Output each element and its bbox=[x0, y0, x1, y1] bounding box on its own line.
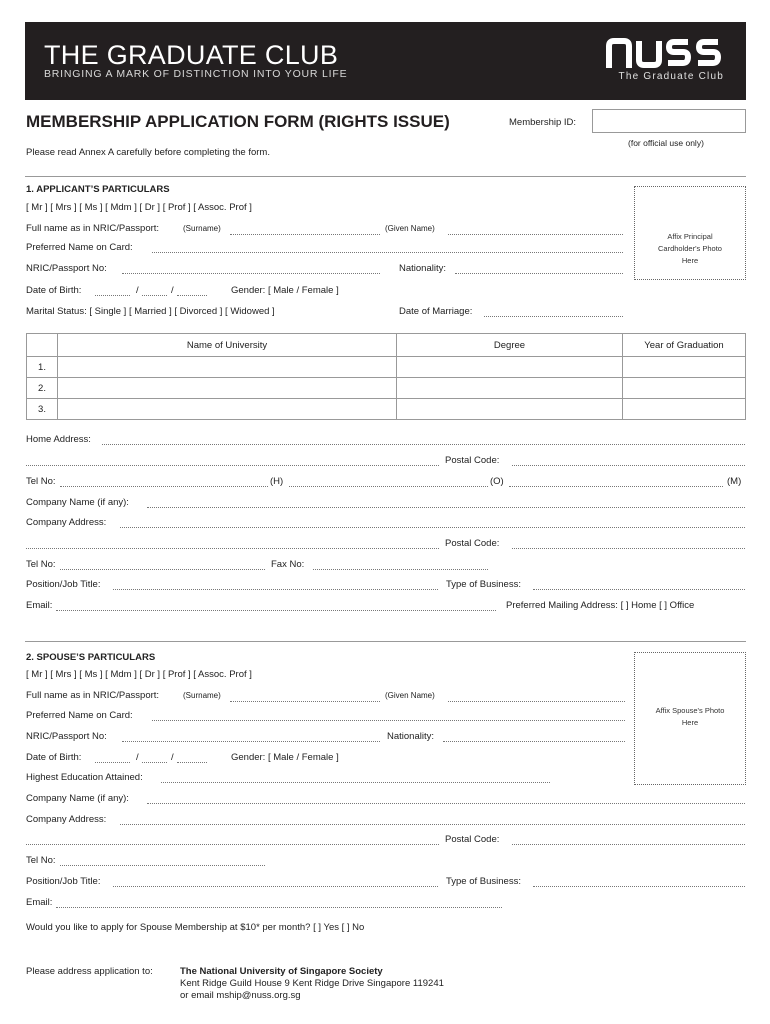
spouse-givenname-label: (Given Name) bbox=[385, 691, 435, 700]
applicant-preferred-label: Preferred Name on Card: bbox=[26, 242, 133, 253]
spouse-surname-label: (Surname) bbox=[183, 691, 221, 700]
applicant-nationality-field[interactable] bbox=[455, 264, 623, 274]
home-address-field-2[interactable] bbox=[26, 456, 439, 466]
dob-separator: / bbox=[171, 752, 174, 763]
spouse-nric-label: NRIC/Passport No: bbox=[26, 731, 107, 742]
tel-o-label: (O) bbox=[490, 476, 504, 487]
spouse-company-address-label: Company Address: bbox=[26, 814, 107, 825]
year-cell[interactable] bbox=[623, 378, 746, 399]
fax-field[interactable] bbox=[313, 560, 488, 570]
spouse-heading: 2. SPOUSE’S PARTICULARS bbox=[26, 652, 156, 663]
table-header-cell bbox=[27, 334, 58, 357]
home-address-field[interactable] bbox=[102, 435, 745, 445]
applicant-nric-label: NRIC/Passport No: bbox=[26, 263, 107, 274]
dob-separator: / bbox=[136, 752, 139, 763]
spouse-nationality-field[interactable] bbox=[443, 732, 625, 742]
fax-label: Fax No: bbox=[271, 559, 305, 570]
company-postal-label: Postal Code: bbox=[445, 538, 500, 549]
year-cell[interactable] bbox=[623, 357, 746, 378]
email-label: Email: bbox=[26, 600, 53, 611]
mailing-address-options[interactable]: Preferred Mailing Address: [ ] Home [ ] Office bbox=[506, 600, 695, 611]
applicant-gender[interactable]: Gender: [ Male / Female ] bbox=[231, 285, 339, 296]
table-row bbox=[27, 378, 746, 399]
spouse-salutations[interactable]: [ Mr ] [ Mrs ] [ Ms ] [ Mdm ] [ Dr ] [ Prof ] [ Assoc. Prof ] bbox=[26, 669, 252, 680]
spouse-company-name-label: Company Name (if any): bbox=[26, 793, 129, 804]
tel-label: Tel No: bbox=[26, 476, 56, 487]
business-type-field[interactable] bbox=[533, 580, 745, 590]
applicant-givenname-label: (Given Name) bbox=[385, 224, 435, 233]
spouse-education-field[interactable] bbox=[161, 773, 550, 783]
position-label: Position/Job Title: bbox=[26, 579, 101, 590]
row-number: 1. bbox=[27, 357, 58, 378]
nuss-logo bbox=[604, 36, 724, 68]
degree-cell[interactable] bbox=[397, 399, 623, 420]
spouse-dob-label: Date of Birth: bbox=[26, 752, 82, 763]
company-name-field[interactable] bbox=[147, 498, 745, 508]
row-number: 2. bbox=[27, 378, 58, 399]
tel-office-field[interactable] bbox=[289, 477, 488, 487]
applicant-photo-box[interactable] bbox=[634, 186, 746, 280]
university-cell[interactable] bbox=[58, 399, 397, 420]
spouse-dob-month[interactable] bbox=[142, 753, 167, 763]
spouse-postal-field[interactable] bbox=[512, 835, 745, 845]
spouse-company-address-field-2[interactable] bbox=[26, 835, 439, 845]
applicant-surname-field[interactable] bbox=[230, 225, 380, 235]
applicant-dob-day[interactable] bbox=[95, 286, 130, 296]
applicant-surname-label: (Surname) bbox=[183, 224, 221, 233]
section-divider bbox=[25, 176, 746, 177]
home-postal-label: Postal Code: bbox=[445, 455, 500, 466]
table-header-degree: Degree bbox=[397, 334, 623, 357]
spouse-photo-text: Affix Spouse's Photo Here bbox=[655, 706, 725, 727]
spouse-education-label: Highest Education Attained: bbox=[26, 772, 143, 783]
spouse-membership-question[interactable]: Would you like to apply for Spouse Membership at $10* per month? [ ] Yes [ ] No bbox=[26, 922, 365, 933]
dob-separator: / bbox=[136, 285, 139, 296]
form-title: MEMBERSHIP APPLICATION FORM (RIGHTS ISSUE) bbox=[26, 112, 450, 131]
email-field[interactable] bbox=[56, 601, 496, 611]
spouse-fullname-label: Full name as in NRIC/Passport: bbox=[26, 690, 160, 701]
spouse-email-label: Email: bbox=[26, 897, 53, 908]
company-address-label: Company Address: bbox=[26, 517, 107, 528]
applicant-dob-year[interactable] bbox=[177, 286, 207, 296]
tel-mobile-field[interactable] bbox=[509, 477, 723, 487]
table-row bbox=[27, 357, 746, 378]
company-tel-field[interactable] bbox=[60, 560, 265, 570]
spouse-dob-day[interactable] bbox=[95, 753, 130, 763]
spouse-dob-year[interactable] bbox=[177, 753, 207, 763]
org-address: Kent Ridge Guild House 9 Kent Ridge Drive Singapore 119241 bbox=[180, 978, 444, 989]
degree-cell[interactable] bbox=[397, 378, 623, 399]
official-use-note: (for official use only) bbox=[628, 138, 704, 148]
spouse-tel-label: Tel No: bbox=[26, 855, 56, 866]
university-cell[interactable] bbox=[58, 357, 397, 378]
tel-m-label: (M) bbox=[727, 476, 742, 487]
applicant-marital-status[interactable]: Marital Status: [ Single ] [ Married ] [ Divorced ] [ Widowed ] bbox=[26, 306, 275, 317]
spouse-business-type-field[interactable] bbox=[533, 877, 745, 887]
spouse-givenname-field[interactable] bbox=[448, 692, 625, 702]
membership-id-field[interactable] bbox=[592, 109, 746, 133]
home-address-label: Home Address: bbox=[26, 434, 91, 445]
header-banner bbox=[25, 22, 746, 100]
spouse-gender[interactable]: Gender: [ Male / Female ] bbox=[231, 752, 339, 763]
applicant-nric-field[interactable] bbox=[122, 264, 380, 274]
applicant-marriage-date-field[interactable] bbox=[484, 307, 623, 317]
spouse-preferred-label: Preferred Name on Card: bbox=[26, 710, 133, 721]
spouse-company-name-field[interactable] bbox=[147, 794, 745, 804]
table-row bbox=[27, 399, 746, 420]
dob-separator: / bbox=[171, 285, 174, 296]
applicant-heading: 1. APPLICANT’S PARTICULARS bbox=[26, 184, 170, 195]
spouse-postal-label: Postal Code: bbox=[445, 834, 500, 845]
logo-subtitle: The Graduate Club bbox=[618, 71, 724, 82]
org-email[interactable]: or email mship@nuss.org.sg bbox=[180, 990, 301, 1001]
applicant-givenname-field[interactable] bbox=[448, 225, 623, 235]
tel-h-label: (H) bbox=[270, 476, 284, 487]
company-address-field[interactable] bbox=[120, 518, 745, 528]
spouse-photo-box[interactable] bbox=[634, 652, 746, 785]
company-postal-field[interactable] bbox=[512, 539, 745, 549]
table-header-university: Name of University bbox=[58, 334, 397, 357]
table-header-year: Year of Graduation bbox=[623, 334, 746, 357]
university-table bbox=[26, 333, 746, 420]
club-tagline: BRINGING A MARK OF DISTINCTION INTO YOUR LIFE bbox=[44, 68, 348, 80]
applicant-marriage-date-label: Date of Marriage: bbox=[399, 306, 473, 317]
business-type-label: Type of Business: bbox=[446, 579, 521, 590]
section-divider bbox=[25, 641, 746, 642]
table-header-row bbox=[27, 334, 746, 357]
applicant-fullname-label: Full name as in NRIC/Passport: bbox=[26, 223, 160, 234]
home-postal-field[interactable] bbox=[512, 456, 745, 466]
applicant-photo-text: Affix Principal Cardholder's Photo Here bbox=[658, 232, 722, 265]
applicant-dob-month[interactable] bbox=[142, 286, 167, 296]
degree-cell[interactable] bbox=[397, 357, 623, 378]
university-cell[interactable] bbox=[58, 378, 397, 399]
address-application-label: Please address application to: bbox=[26, 966, 153, 977]
spouse-position-label: Position/Job Title: bbox=[26, 876, 101, 887]
instruction-text: Please read Annex A carefully before completing the form. bbox=[26, 147, 270, 158]
company-name-label: Company Name (if any): bbox=[26, 497, 129, 508]
row-number: 3. bbox=[27, 399, 58, 420]
spouse-nric-field[interactable] bbox=[122, 732, 380, 742]
applicant-nationality-label: Nationality: bbox=[399, 263, 446, 274]
spouse-company-address-field[interactable] bbox=[120, 815, 745, 825]
position-field[interactable] bbox=[113, 580, 438, 590]
applicant-preferred-field[interactable] bbox=[152, 243, 623, 253]
tel-home-field[interactable] bbox=[60, 477, 268, 487]
company-address-field-2[interactable] bbox=[26, 539, 439, 549]
year-cell[interactable] bbox=[623, 399, 746, 420]
spouse-tel-field[interactable] bbox=[60, 856, 265, 866]
spouse-position-field[interactable] bbox=[113, 877, 438, 887]
spouse-nationality-label: Nationality: bbox=[387, 731, 434, 742]
spouse-preferred-field[interactable] bbox=[152, 711, 625, 721]
org-name: The National University of Singapore Society bbox=[180, 966, 383, 977]
spouse-business-type-label: Type of Business: bbox=[446, 876, 521, 887]
spouse-email-field[interactable] bbox=[56, 898, 502, 908]
spouse-surname-field[interactable] bbox=[230, 692, 380, 702]
applicant-salutations[interactable]: [ Mr ] [ Mrs ] [ Ms ] [ Mdm ] [ Dr ] [ Prof ] [ Assoc. Prof ] bbox=[26, 202, 252, 213]
applicant-dob-label: Date of Birth: bbox=[26, 285, 82, 296]
club-title: THE GRADUATE CLUB bbox=[44, 40, 339, 70]
company-tel-label: Tel No: bbox=[26, 559, 56, 570]
membership-id-label: Membership ID: bbox=[509, 117, 577, 128]
